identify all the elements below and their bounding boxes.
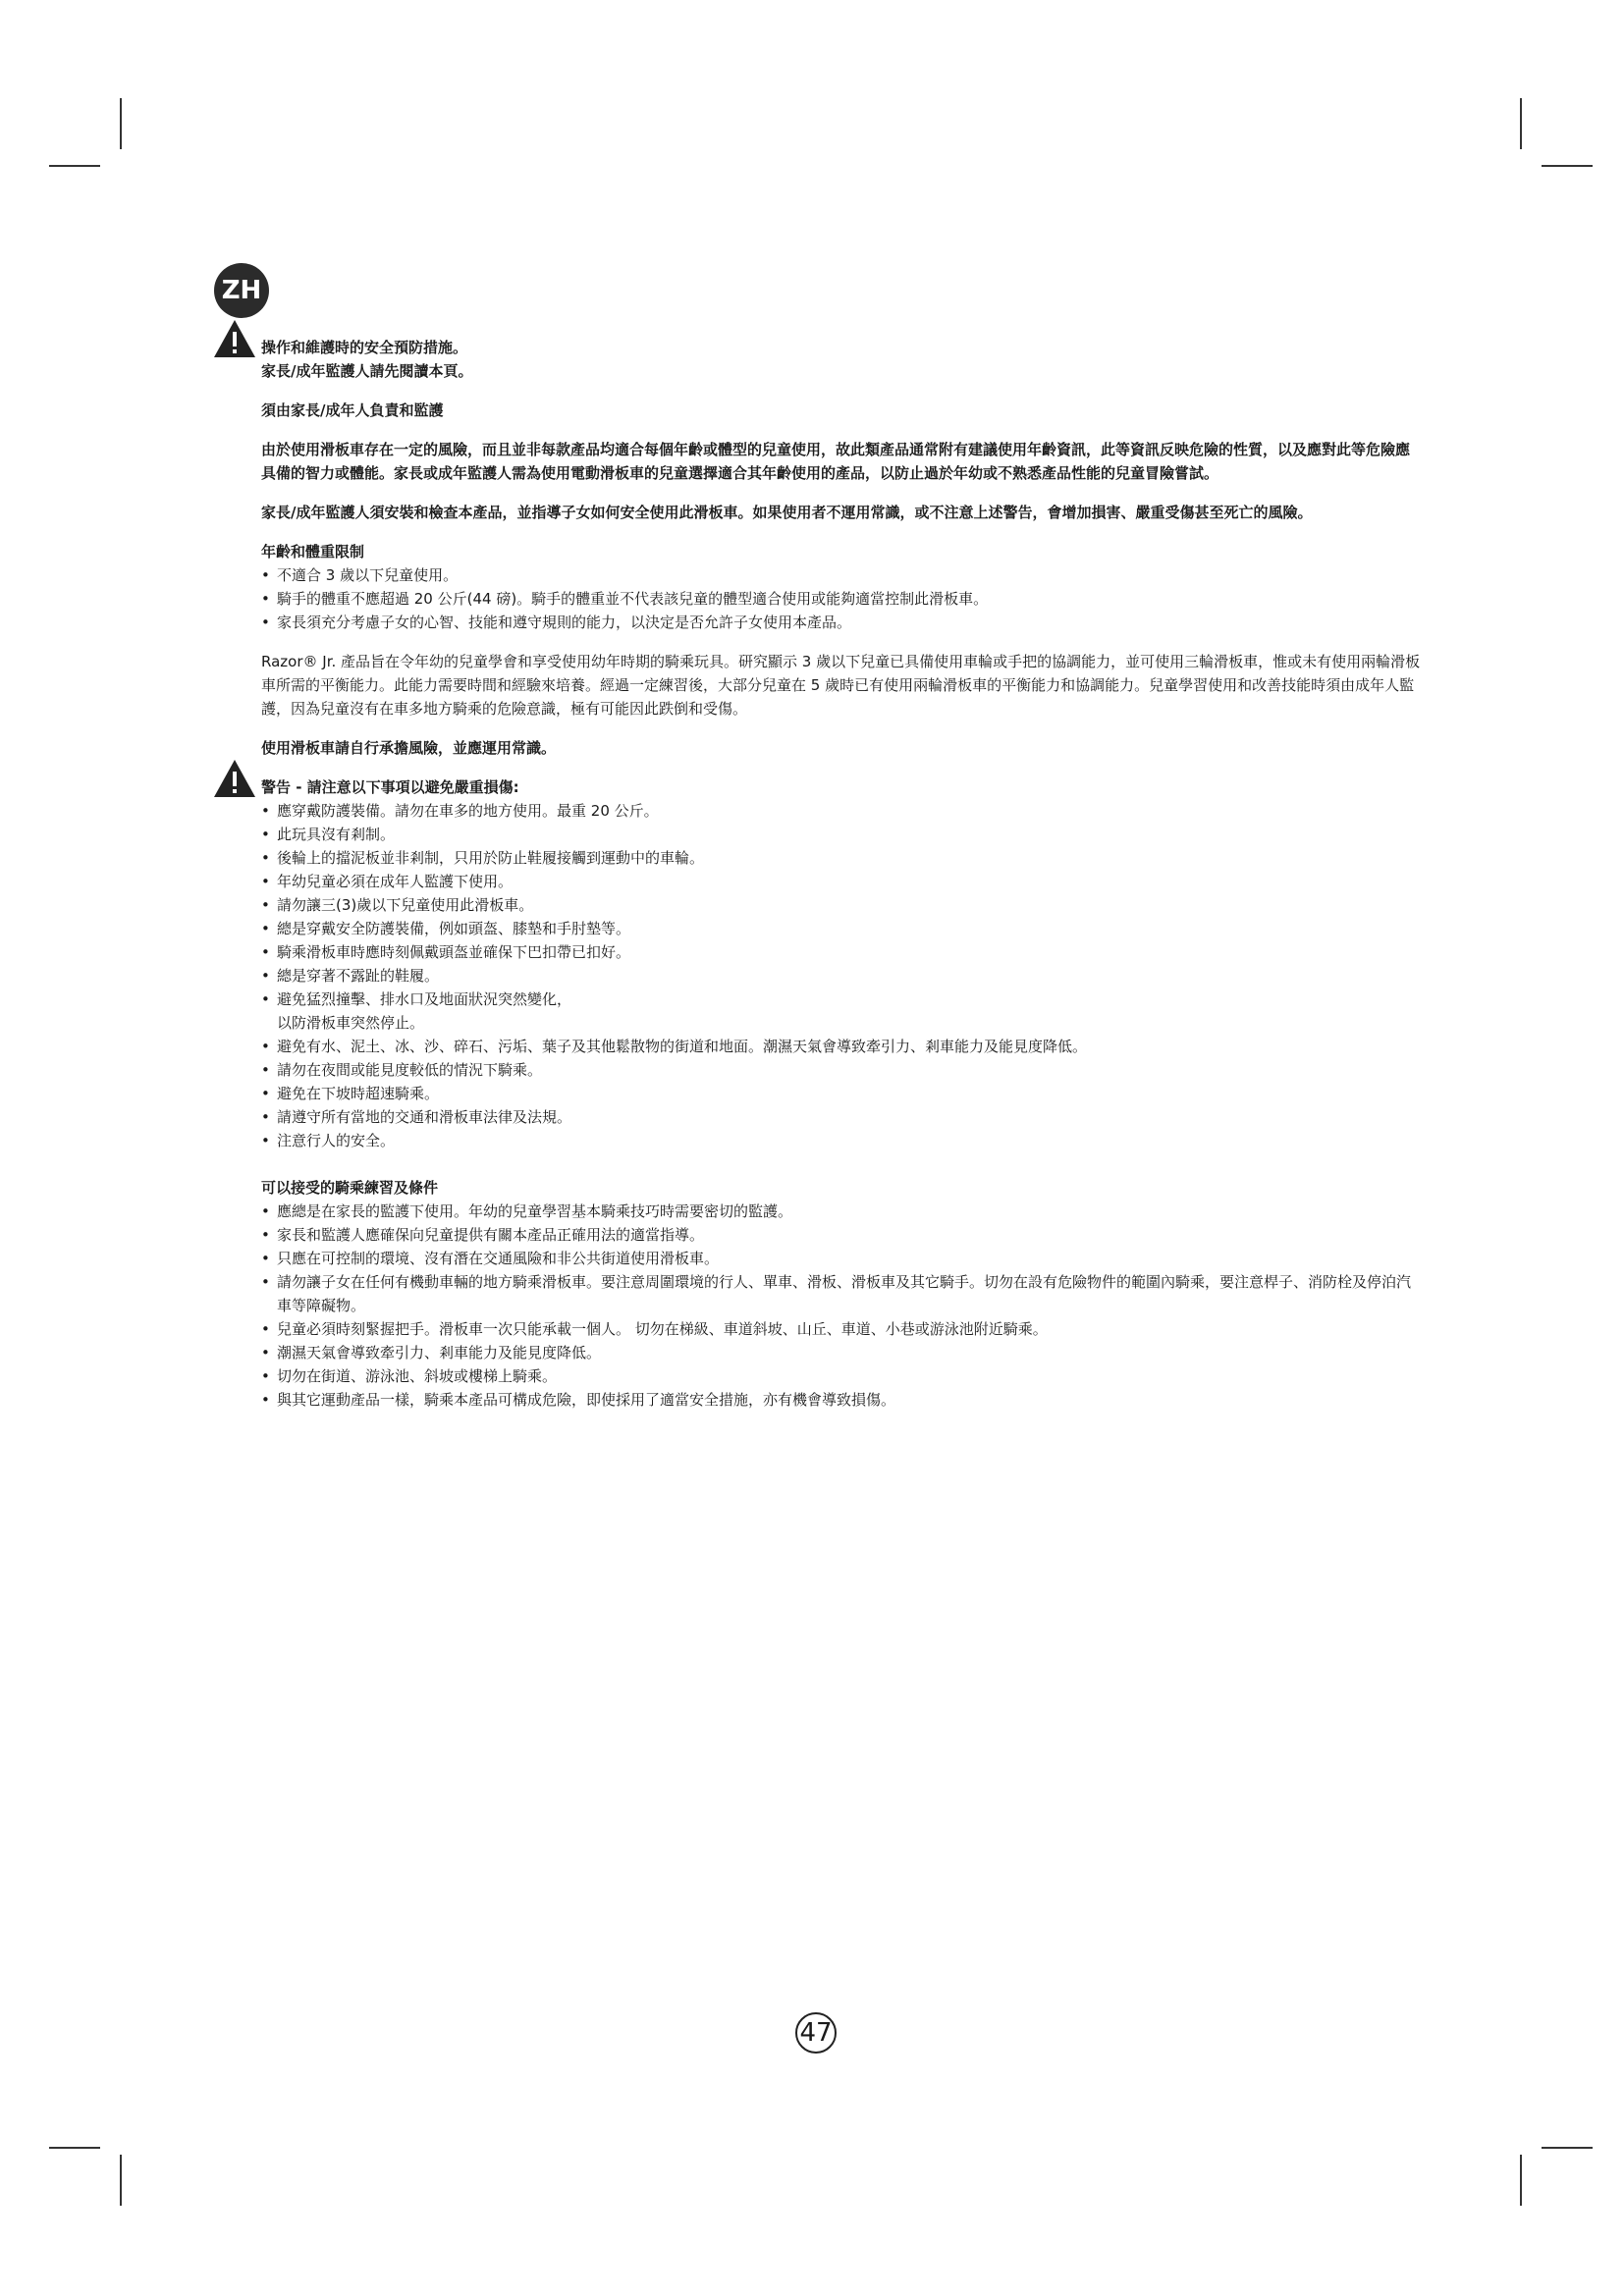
list-item: • 避免有水、泥土、冰、沙、碎石、污垢、葉子及其他鬆散物的街道和地面。潮濕天氣會導致牽引力、剎車能力及能見度降低。 [261,1035,1422,1058]
page-number: 47 [795,2012,837,2054]
list-item: • 請勿在夜間或能見度較低的情況下騎乘。 [261,1058,1422,1082]
list-item: • 注意行人的安全。 [261,1129,1422,1152]
safety-heading: 操作和維護時的安全預防措施。 [261,339,468,356]
crop-mark [1520,98,1522,149]
read-first-notice: 家長/成年監護人請先閱讀本頁。 [261,362,473,380]
list-item: • 只應在可控制的環境、沒有潛在交通風險和非公共街道使用滑板車。 [261,1247,1422,1270]
list-item: • 請遵守所有當地的交通和滑板車法律及法規。 [261,1105,1422,1129]
practice-heading: 可以接受的騎乘練習及條件 [261,1179,439,1197]
list-item: • 請勿讓三(3)歲以下兒童使用此滑板車。 [261,893,1422,917]
list-item: • 年幼兒童必須在成年人監護下使用。 [261,870,1422,893]
warning-heading-block [261,775,1422,799]
crop-mark [1520,2155,1522,2206]
list-item: • 總是穿著不露趾的鞋履。 [261,964,1422,988]
practice-list [261,1200,1422,1412]
warning-triangle-icon [212,318,257,359]
list-item: • 後輪上的擋泥板並非剎制，只用於防止鞋履接觸到運動中的車輪。 [261,846,1422,870]
language-badge: ZH [214,263,269,318]
list-item: • 騎乘滑板車時應時刻佩戴頭盔並確保下巴扣帶已扣好。 [261,940,1422,964]
safety-heading-block [261,336,1422,359]
age-weight-list [261,563,1422,634]
risk-statement: 使用滑板車請自行承擔風險，並應運用常識。 [261,739,557,757]
supervision-heading: 須由家長/成年人負責和監護 [261,401,444,419]
crop-mark [49,2147,100,2149]
list-item: • 與其它運動產品一樣，騎乘本產品可構成危險，即使採用了適當安全措施，亦有機會導致損傷。 [261,1388,1422,1412]
list-item: • 不適合 3 歲以下兒童使用。 [261,563,1422,587]
list-item: • 請勿讓子女在任何有機動車輛的地方騎乘滑板車。要注意周圍環境的行人、單車、滑板、滑板車及其它騎手。切勿在設有危險物件的範圍內騎乘，要注意桿子、消防栓及停泊汽車等障礙物。 [261,1270,1422,1317]
list-item: • 避免在下坡時超速騎乘。 [261,1082,1422,1105]
warning-list [261,799,1422,1152]
list-item: • 避免猛烈撞擊、排水口及地面狀況突然變化， 以防滑板車突然停止。 [261,988,1422,1035]
list-item: • 潮濕天氣會導致牽引力、剎車能力及能見度降低。 [261,1341,1422,1364]
page-content [261,336,1422,1412]
crop-mark [1542,165,1593,167]
crop-mark [120,98,122,149]
install-paragraph: 家長/成年監護人須安裝和檢查本產品，並指導子女如何安全使用此滑板車。如果使用者不運用常識，或不注意上述警告，會增加損害、嚴重受傷甚至死亡的風險。 [261,504,1313,521]
list-item: • 兒童必須時刻緊握把手。滑板車一次只能承載一個人。 切勿在梯級、車道斜坡、山丘、車道、小巷或游泳池附近騎乘。 [261,1317,1422,1341]
list-item: • 此玩具沒有剎制。 [261,823,1422,846]
age-weight-heading: 年齡和體重限制 [261,543,365,561]
list-item: • 騎手的體重不應超過 20 公斤(44 磅)。騎手的體重並不代表該兒童的體型適合使用或能夠適當控制此滑板車。 [261,587,1422,611]
risk-paragraph: 由於使用滑板車存在一定的風險，而且並非每款產品均適合每個年齡或體型的兒童使用，故此類產品通常附有建議使用年齡資訊，此等資訊反映危險的性質，以及應對此等危險應具備的智力或體能。家長或成年監護人需為使用電動滑板車的兒童選擇適合其年齡使用的產品，以防止過於年幼或不熟悉產品性能的兒童冒險嘗試。 [261,441,1411,482]
list-item: • 應穿戴防護裝備。請勿在車多的地方使用。最重 20 公斤。 [261,799,1422,823]
warning-heading: 警告 - 請注意以下事項以避免嚴重損傷: [261,778,519,796]
list-item: • 總是穿戴安全防護裝備，例如頭盔、膝墊和手肘墊等。 [261,917,1422,940]
crop-mark [49,165,100,167]
list-item: • 應總是在家長的監護下使用。年幼的兒童學習基本騎乘技巧時需要密切的監護。 [261,1200,1422,1223]
warning-triangle-icon [212,758,257,799]
razor-jr-paragraph: Razor® Jr. 產品旨在令年幼的兒童學會和享受使用幼年時期的騎乘玩具。研究顯示 3 歲以下兒童已具備使用車輪或手把的協調能力，並可使用三輪滑板車，惟或未有使用兩輪滑板車所需的平衡能力。此能力需要時間和經驗來培養。經過一定練習後，大部分兒童在 5 歲時已有使用兩輪滑板車的平衡能力和協調能力。兒童學習使用和改善技能時須由成年人監護，因為兒童沒有在車多地方騎乘的危險意識，極有可能因此跌倒和受傷。 [261,653,1421,718]
crop-mark [120,2155,122,2206]
crop-mark [1542,2147,1593,2149]
list-item: • 切勿在街道、游泳池、斜坡或樓梯上騎乘。 [261,1364,1422,1388]
list-item: • 家長和監護人應確保向兒童提供有關本產品正確用法的適當指導。 [261,1223,1422,1247]
list-item: • 家長須充分考慮子女的心智、技能和遵守規則的能力，以決定是否允許子女使用本產品。 [261,611,1422,634]
